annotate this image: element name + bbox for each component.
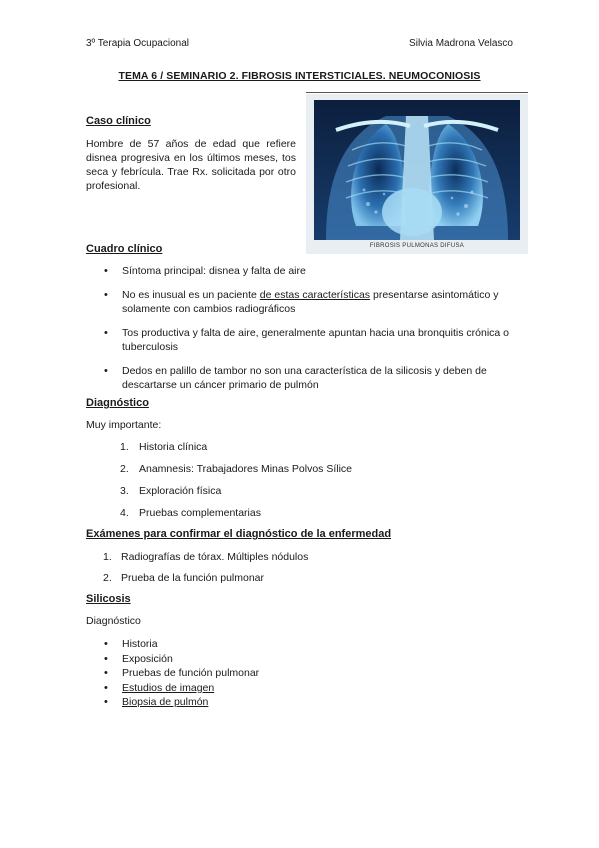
document-title: TEMA 6 / SEMINARIO 2. FIBROSIS INTERSTICIALES. NEUMOCONIOSIS (118, 70, 481, 82)
list-item: • Pruebas de función pulmonar (104, 666, 484, 681)
diagnosis-intro: Muy importante: (86, 419, 162, 431)
xray-illustration (306, 94, 528, 254)
clinical-heading: Cuadro clínico (86, 243, 163, 255)
list-item: 4. Pruebas complementarias (120, 507, 261, 519)
silicosis-intro: Diagnóstico (86, 615, 141, 627)
list-item: • Biopsia de pulmón (104, 695, 484, 710)
list-item: • No es inusual es un paciente de estas características presentarse asintomático y solamente con cambios radiográficos (104, 288, 514, 316)
clinical-list (104, 264, 514, 392)
silicosis-heading: Silicosis (86, 593, 131, 605)
list-item: • Historia (104, 637, 484, 652)
list-item: 1. Radiografías de tórax. Múltiples nódulos (103, 551, 309, 563)
header-author: Silvia Madrona Velasco (409, 38, 513, 49)
case-heading: Caso clínico (86, 115, 151, 127)
diagnosis-heading: Diagnóstico (86, 397, 149, 409)
silicosis-list (104, 637, 484, 710)
list-item: • Síntoma principal: disnea y falta de aire (104, 264, 514, 278)
list-item: 2. Anamnesis: Trabajadores Minas Polvos Sílice (120, 463, 353, 475)
list-item: 1. Historia clínica (120, 441, 208, 453)
title-divider (306, 92, 528, 93)
header-course: 3º Terapia Ocupacional (86, 38, 189, 49)
list-item: • Exposición (104, 652, 484, 667)
list-item: 2. Prueba de la función pulmonar (103, 572, 265, 584)
diagnosis-list (120, 440, 500, 528)
case-text: Hombre de 57 años de edad que refiere disnea progresiva en los últimos meses, tos seca y febrícula. Trae Rx. solicitada por otro profesional. (86, 138, 296, 192)
list-item: • Dedos en palillo de tambor no son una característica de la silicosis y deben de descartarse un cáncer primario de pulmón (104, 364, 514, 392)
xray-caption: FIBROSIS PULMONAS DIFUSA (369, 243, 465, 249)
list-item: • Estudios de imagen (104, 681, 484, 696)
chest-xray-image (306, 94, 528, 254)
exams-heading: Exámenes para confirmar el diagnóstico de la enfermedad (86, 528, 392, 540)
underlined-phrase: de estas características (259, 289, 371, 301)
exams-list (103, 550, 503, 592)
list-item: 3. Exploración física (120, 485, 222, 497)
list-item: • Tos productiva y falta de aire, generalmente apuntan hacia una bronquitis crónica o tuberculosis (104, 326, 514, 354)
